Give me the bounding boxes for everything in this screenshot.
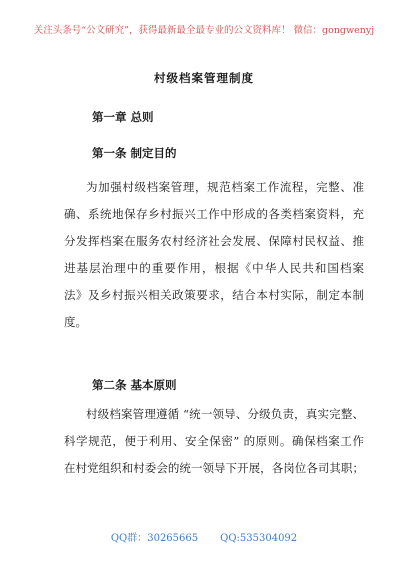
paragraph-line: 为加强村级档案管理，规范档案工作流程，完整、准 <box>86 180 364 194</box>
footer-contact <box>0 529 408 544</box>
paragraph-line: 村级档案管理遵循 “统一领导、分级负责，真实完整、 <box>86 407 364 421</box>
paragraph-line: 度。 <box>64 315 87 329</box>
paragraph-line: 科学规范，便于利用、安全保密” 的原则。确保档案工作 <box>64 434 364 448</box>
article-1-paragraph <box>64 174 364 336</box>
chapter-heading: 第一章 总则 <box>92 110 154 124</box>
document-title: 村级档案管理制度 <box>154 71 254 85</box>
header-note: 关注头条号“公文研究”，获得最新最全最专业的公文资料库！ 微信：gongwenyj <box>33 25 375 36</box>
paragraph-line: 法》及乡村振兴相关政策要求，结合本村实际，制定本制 <box>64 288 364 302</box>
paragraph-line: 确、系统地保存乡村振兴工作中形成的各类档案资料，充 <box>64 207 364 221</box>
paragraph-line: 在村党组织和村委会的统一领导下开展，各岗位各司其职； <box>64 461 364 475</box>
footer-qq: QQ:535304092 <box>220 533 298 544</box>
paragraph-line: 分发挥档案在服务农村经济社会发展、保障村民权益、推 <box>64 234 364 248</box>
article-2-heading: 第二条 基本原则 <box>92 378 177 392</box>
paragraph-line: 进基层治理中的重要作用，根据《中华人民共和国档案 <box>64 261 364 275</box>
footer-qq-group: QQ群：30265665 <box>110 533 199 544</box>
article-2-paragraph <box>64 401 364 482</box>
article-1-heading: 第一条 制定目的 <box>92 146 177 160</box>
